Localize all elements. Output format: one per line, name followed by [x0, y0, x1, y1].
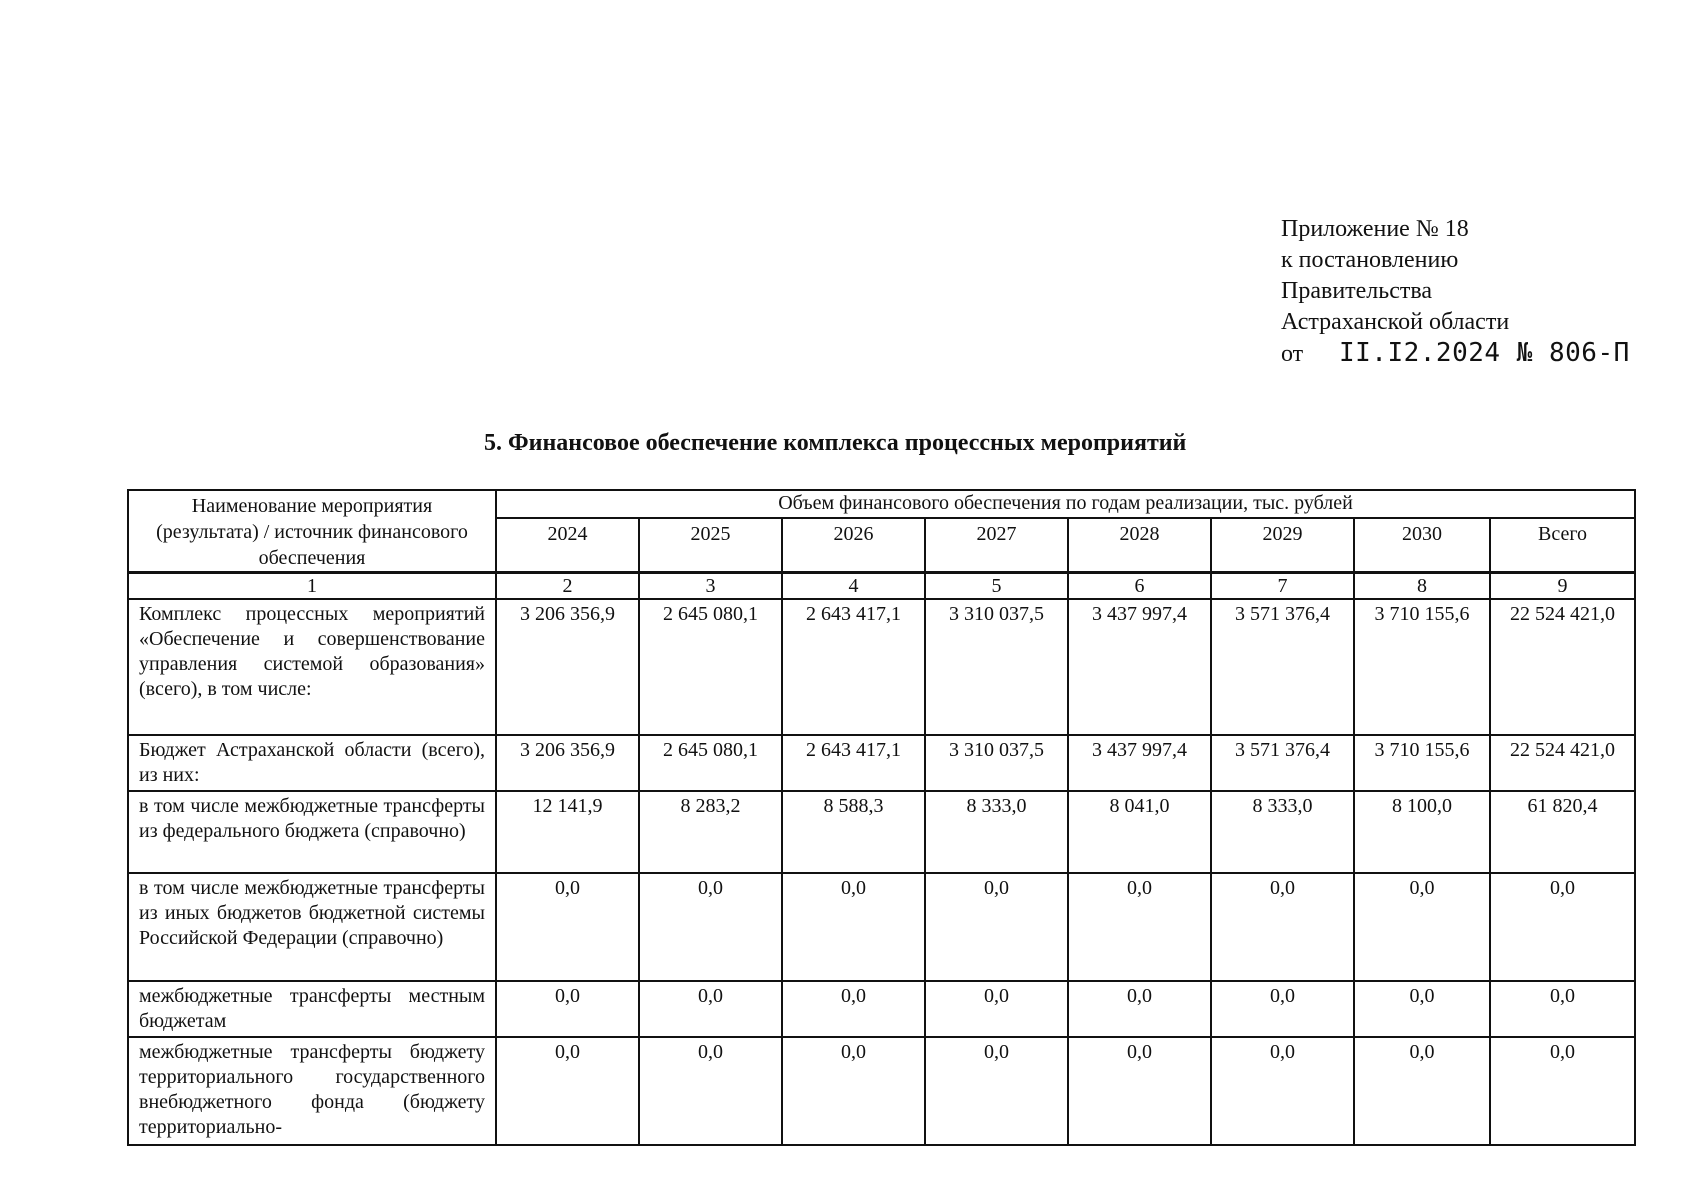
row-value: 3 206 356,9	[496, 599, 639, 735]
column-number: 3	[639, 573, 782, 600]
row-value: 0,0	[496, 873, 639, 981]
row-value: 8 588,3	[782, 791, 925, 873]
row-value: 3 310 037,5	[925, 735, 1068, 791]
row-total-value: 0,0	[1490, 873, 1635, 981]
row-value: 0,0	[1354, 981, 1490, 1037]
column-number: 4	[782, 573, 925, 600]
row-value: 8 100,0	[1354, 791, 1490, 873]
row-value: 0,0	[925, 873, 1068, 981]
column-number: 2	[496, 573, 639, 600]
row-value: 3 571 376,4	[1211, 599, 1354, 735]
column-number: 9	[1490, 573, 1635, 600]
row-total-value: 0,0	[1490, 981, 1635, 1037]
appendix-region: Астраханской области	[1281, 309, 1510, 335]
row-value: 3 437 997,4	[1068, 599, 1211, 735]
row-name: межбюджетные трансферты бюджету территориального государственного внебюджетного фонда (бюджету территориально-	[128, 1037, 496, 1145]
row-total-value: 22 524 421,0	[1490, 735, 1635, 791]
row-value: 0,0	[925, 1037, 1068, 1145]
row-total-value: 0,0	[1490, 1037, 1635, 1145]
row-value: 0,0	[1211, 1037, 1354, 1145]
row-value: 2 643 417,1	[782, 599, 925, 735]
name-column-header: Наименование мероприятия (результата) / источник финансового обеспечения	[128, 490, 496, 573]
table-row	[128, 791, 1635, 873]
appendix-block	[1281, 214, 1630, 370]
row-name: Комплекс процессных мероприятий «Обеспечение и совершенствование управления системой образования» (всего), в том числе:	[128, 599, 496, 735]
table-row	[128, 735, 1635, 791]
table-row	[128, 981, 1635, 1037]
row-value: 0,0	[1211, 981, 1354, 1037]
row-value: 3 571 376,4	[1211, 735, 1354, 791]
row-value: 3 310 037,5	[925, 599, 1068, 735]
table-row	[128, 599, 1635, 735]
appendix-date-line	[1281, 338, 1630, 370]
row-value: 12 141,9	[496, 791, 639, 873]
appendix-government: Правительства	[1281, 278, 1433, 304]
row-value: 2 645 080,1	[639, 599, 782, 735]
table-row	[128, 873, 1635, 981]
row-total-value: 61 820,4	[1490, 791, 1635, 873]
row-value: 0,0	[782, 873, 925, 981]
year-header-2026: 2026	[782, 518, 925, 573]
column-number: 6	[1068, 573, 1211, 600]
row-value: 0,0	[496, 981, 639, 1037]
column-number: 1	[128, 573, 496, 600]
section-title: 5. Финансовое обеспечение комплекса процессных мероприятий	[484, 430, 1187, 456]
row-value: 0,0	[1068, 981, 1211, 1037]
financing-volume-header: Объем финансового обеспечения по годам реализации, тыс. рублей	[496, 490, 1635, 518]
year-header-2029: 2029	[1211, 518, 1354, 573]
row-total-value: 22 524 421,0	[1490, 599, 1635, 735]
row-value: 0,0	[1068, 1037, 1211, 1145]
row-value: 0,0	[782, 981, 925, 1037]
row-value: 8 041,0	[1068, 791, 1211, 873]
row-value: 3 710 155,6	[1354, 599, 1490, 735]
appendix-number: Приложение № 18	[1281, 216, 1469, 242]
row-value: 0,0	[925, 981, 1068, 1037]
year-header-2025: 2025	[639, 518, 782, 573]
row-value: 0,0	[639, 1037, 782, 1145]
row-value: 8 333,0	[1211, 791, 1354, 873]
total-header: Всего	[1490, 518, 1635, 573]
row-value: 0,0	[1068, 873, 1211, 981]
row-value: 2 643 417,1	[782, 735, 925, 791]
row-value: 0,0	[1354, 1037, 1490, 1145]
row-value: 0,0	[639, 981, 782, 1037]
column-number: 7	[1211, 573, 1354, 600]
date-prefix: от	[1281, 341, 1304, 367]
row-value: 8 283,2	[639, 791, 782, 873]
row-value: 0,0	[1354, 873, 1490, 981]
appendix-to-resolution: к постановлению	[1281, 247, 1459, 273]
row-value: 3 437 997,4	[1068, 735, 1211, 791]
year-header-2027: 2027	[925, 518, 1068, 573]
year-header-2024: 2024	[496, 518, 639, 573]
table-row	[128, 1037, 1635, 1145]
row-name: Бюджет Астраханской области (всего), из них:	[128, 735, 496, 791]
row-value: 3 710 155,6	[1354, 735, 1490, 791]
row-value: 8 333,0	[925, 791, 1068, 873]
row-value: 2 645 080,1	[639, 735, 782, 791]
resolution-date-number: II.I2.2024 № 806-П	[1339, 338, 1630, 368]
financing-table	[127, 489, 1636, 1146]
row-value: 0,0	[782, 1037, 925, 1145]
row-name: в том числе межбюджетные трансферты из иных бюджетов бюджетной системы Российской Федерации (справочно)	[128, 873, 496, 981]
column-number: 5	[925, 573, 1068, 600]
row-value: 0,0	[496, 1037, 639, 1145]
row-name: в том числе межбюджетные трансферты из федерального бюджета (справочно)	[128, 791, 496, 873]
column-number: 8	[1354, 573, 1490, 600]
year-header-2028: 2028	[1068, 518, 1211, 573]
year-header-2030: 2030	[1354, 518, 1490, 573]
row-value: 0,0	[639, 873, 782, 981]
row-value: 3 206 356,9	[496, 735, 639, 791]
row-name: межбюджетные трансферты местным бюджетам	[128, 981, 496, 1037]
row-value: 0,0	[1211, 873, 1354, 981]
